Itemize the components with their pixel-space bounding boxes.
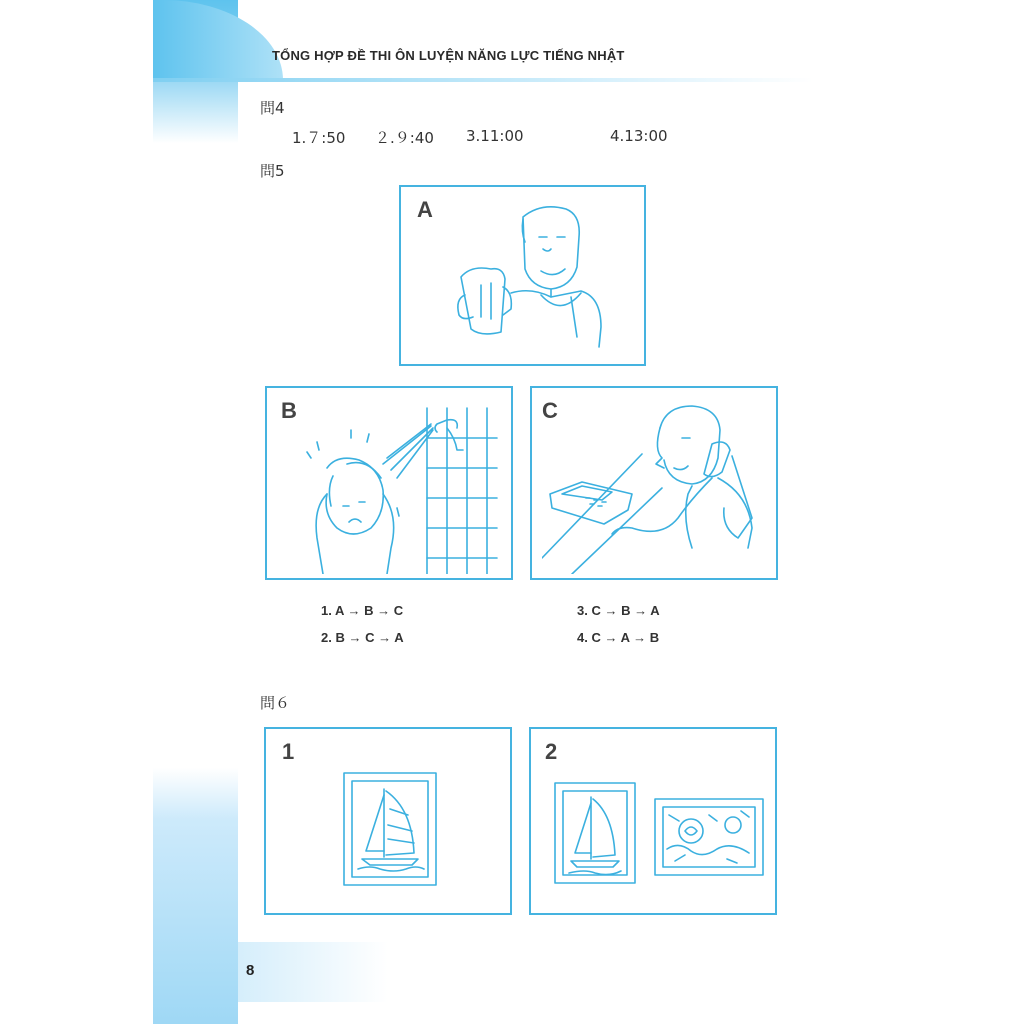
q4-option-4: 4.13:00: [610, 127, 668, 145]
panel-2: [529, 727, 777, 915]
man-on-telephone-illustration: [542, 398, 772, 574]
panel-b: [265, 386, 513, 580]
q4-option-1: 1.７:50: [292, 129, 346, 147]
q4-option-2: ２.９:40: [375, 129, 434, 147]
q5-sequence-4: 4. C → A → B: [577, 630, 660, 645]
sailboat-and-rose-pictures-illustration: [551, 779, 771, 889]
sailboat-picture-illustration: [340, 769, 440, 889]
panel-c-letter: C: [542, 398, 558, 423]
panel-a: [399, 185, 646, 366]
q5-sequence-2: 2. B → C → A: [321, 630, 404, 645]
person-showering-illustration: [287, 398, 507, 574]
panel-1: [264, 727, 512, 915]
panel-b-letter: B: [281, 398, 297, 423]
q5-sequence-1: 1. A → B → C: [321, 603, 404, 618]
panel-2-number: 2: [545, 739, 558, 764]
left-decorative-band: [153, 0, 238, 1024]
panel-c: [530, 386, 778, 580]
q4-option-3: 3.11:00: [466, 127, 524, 145]
question-5-label: 問5: [260, 162, 285, 180]
page-number-background: [238, 942, 388, 1002]
panel-1-number: 1: [282, 739, 295, 764]
header-decoration: [153, 0, 283, 80]
question-6-label: 問６: [260, 694, 291, 712]
q5-sequence-3: 3. C → B → A: [577, 603, 660, 618]
page-number: 8: [246, 962, 255, 979]
question-4-label: 問4: [260, 99, 285, 117]
header-rule: [153, 78, 813, 82]
book-title: TỔNG HỢP ĐỀ THI ÔN LUYỆN NĂNG LỰC TIẾNG NHẬT: [272, 48, 625, 63]
panel-a-letter: A: [417, 197, 433, 222]
man-holding-beer-illustration: [451, 197, 611, 357]
